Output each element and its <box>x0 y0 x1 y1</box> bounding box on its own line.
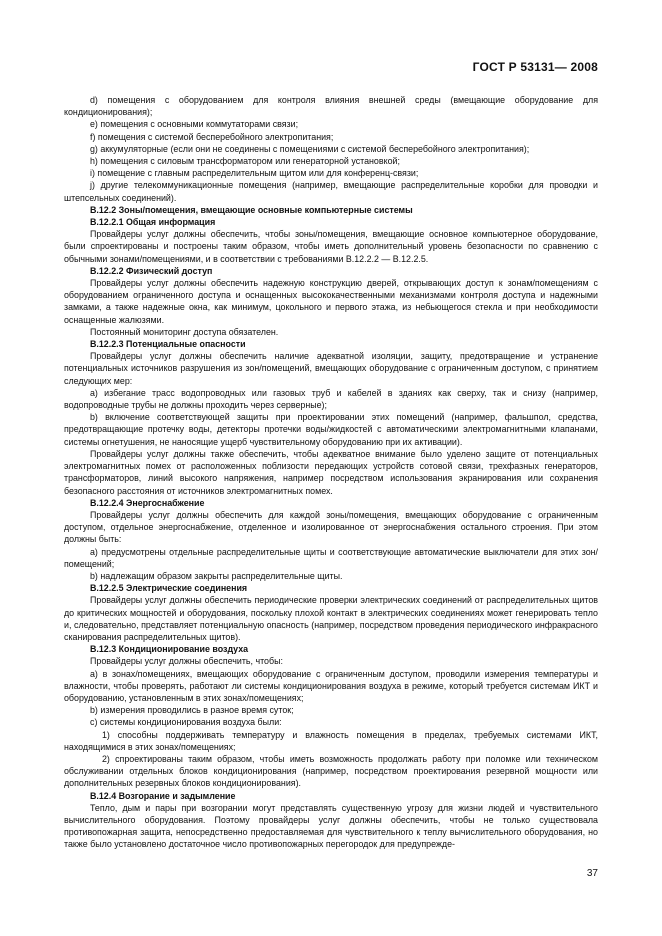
section-heading: В.12.2 Зоны/помещения, вмещающие основные компьютерные системы <box>90 204 413 215</box>
section-heading: В.12.2.3 Потенциальные опасности <box>90 339 246 350</box>
paragraph: Постоянный мониторинг доступа обязателен. <box>90 326 279 337</box>
paragraph: Провайдеры услуг должны обеспечить для каждой зоны/помещения, вмещающих оборудование с ограниченным доступом, отдельное энергоснабжение, отделенное и изолированное от энергоснабжения остального строения. При этом должны быть: <box>64 509 598 545</box>
list-item-h: h) помещения с силовым трансформатором или генераторной установкой; <box>90 156 400 167</box>
list-item-f: f) помещения с системой бесперебойного электропитания; <box>90 131 334 142</box>
sub-list-item: 1) способны поддерживать температуру и влажность помещения в пределах, требуемых системами ИКТ, находящимися в этих зонах/помещениях; <box>64 729 598 752</box>
list-item: b) измерения проводились в разное время суток; <box>90 705 294 716</box>
paragraph: Провайдеры услуг должны обеспечить, чтобы зоны/помещения, вмещающие основное компьютерное оборудование, были спроектированы и построены таким образом, чтобы иметь дополнительный уровень безопасности по сравнению с обычными зонами/помещениями, и в соответствии с требованиями В.12.2.2 — В.12.2.5. <box>64 229 598 264</box>
paragraph: Провайдеры услуг должны обеспечить, чтобы: <box>90 656 283 667</box>
list-item: а) избегание трасс водопроводных или газовых труб и кабелей в зданиях как сверху, так и снизу (например, водопроводные трубы не должны проходить через серверные); <box>64 387 598 411</box>
section-heading: В.12.4 Возгорание и задымление <box>90 790 236 801</box>
paragraph: Провайдеры услуг должны обеспечить периодические проверки электрических соединений от распределительных щитов до критических мощностей и оборудования, поскольку плохой контакт в электрических соединениях может генерировать тепло и, следовательно, представляет потенциальную опасность (например, посредством проведения периодического инфракрасного сканирования распределительных щитов). <box>64 595 598 642</box>
section-heading: В.12.2.4 Энергоснабжение <box>90 497 205 508</box>
paragraph: Тепло, дым и пары при возгорании могут представлять существенную угрозу для жизни людей и чувствительного вычислительного оборудования. Поэтому провайдеры услуг должны обеспечить, чтобы не только существовала противопожарная защита, непосредственно предоставляемая для чувствительного к теплу вычислительного оборудования, но также было установлено достаточное число противопожарных перегородок для предупрежде- <box>64 802 598 850</box>
list-item: b) включение соответствующей защиты при проектировании этих помещений (например, фальшпол, средства, предотвращающие протечку воды, детекторы протечки воды/жидкостей с автоматическими электромагнитными клапанами, системы огнетушения, не наносящие ущерб чувствительному оборудованию при их активации). <box>64 412 598 447</box>
paragraph: Провайдеры услуг должны также обеспечить, чтобы адекватное внимание было уделено защите от потенциальных электромагнитных помех от расположенных поблизости передающих устройств сотовой связи, трехфазных генераторов, трансформаторов, линий высокого напряжения, например посредством использования экранирования или сохранения безопасного расстояния от источников электромагнитных помех. <box>64 448 598 496</box>
document-id: ГОСТ Р 53131— 2008 <box>472 60 598 74</box>
list-item: с) системы кондиционирования воздуха были: <box>90 717 282 728</box>
list-item-j: j) другие телекоммуникационные помещения (например, вмещающие распределительные коробки для проводки и штепсельных соединений). <box>64 180 598 203</box>
list-item-i: i) помещение с главным распределительным щитом или для конференц-связи; <box>90 168 419 179</box>
list-item: b) надлежащим образом закрыты распределительные щиты. <box>90 570 343 581</box>
paragraph: Провайдеры услуг должны обеспечить наличие адекватной изоляции, защиту, предотвращение и устранение потенциальных источников разрушения из зон/помещений, вмещающих оборудование с ограниченным доступом, с принятием следующих мер: <box>64 351 598 386</box>
section-heading: В.12.2.1 Общая информация <box>90 217 216 228</box>
list-item: а) предусмотрены отдельные распределительные щиты и соответствующие автоматические выключатели для этих зон/помещений; <box>64 546 598 569</box>
list-item-g: g) аккумуляторные (если они не соединены с помещениями с системой бесперебойного электропитания); <box>90 143 530 154</box>
list-item-d: d) помещения с оборудованием для контроля влияния внешней среды (вмещающие оборудование для кондиционирования); <box>64 95 598 118</box>
section-heading: В.12.2.2 Физический доступ <box>90 265 213 276</box>
section-heading: В.12.2.5 Электрические соединения <box>90 583 248 594</box>
list-item: а) в зонах/помещениях, вмещающих оборудование с ограниченным доступом, проводили измерения температуры и влажности, чтобы проверять, работают ли системы кондиционирования воздуха в режиме, который требуется системам ИКТ и оборудованию, установленным в этих зонах/помещениях; <box>64 668 598 703</box>
document-body <box>64 94 598 851</box>
list-item-e: е) помещения с основными коммутаторами связи; <box>90 119 299 130</box>
paragraph: Провайдеры услуг должны обеспечить надежную конструкцию дверей, открывающих доступ к зонам/помещениям с оборудованием ограниченного доступа и оснащенных высококачественными механизмами контроля доступа и надежными замками, а также надежные окна, как минимум, цокольного и первого этажа, из небьющегося стекла и при необходимости оснащенные жалюзями. <box>64 278 598 325</box>
section-heading: В.12.3 Кондиционирование воздуха <box>90 644 249 655</box>
page-number: 37 <box>586 868 598 879</box>
sub-list-item: 2) спроектированы таким образом, чтобы иметь возможность продолжать работу при поломке или техническом обслуживании отдельных блоков кондиционирования (например, посредством проектирования резервной мощности или дополнительных резервных блоков кондиционирования). <box>64 753 598 789</box>
